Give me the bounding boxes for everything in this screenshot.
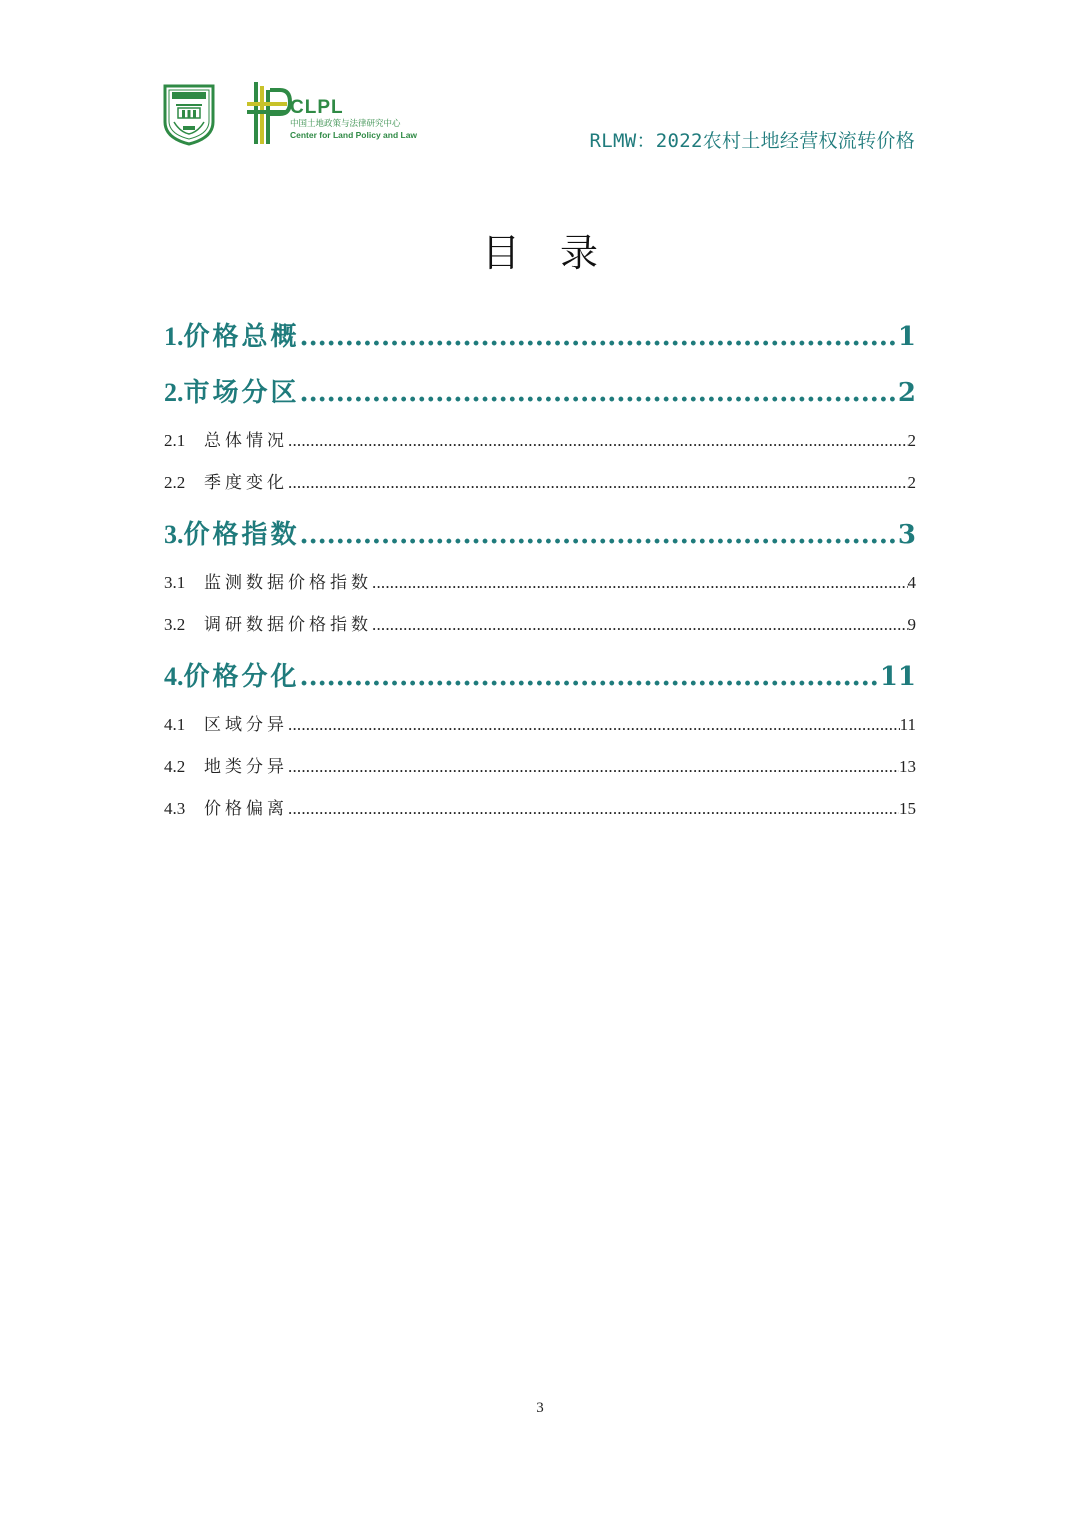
toc-leader <box>300 520 898 550</box>
toc-entry-3[interactable]: 3.价格指数 ..... 3 <box>164 514 916 551</box>
toc-leader <box>288 473 908 493</box>
toc-leader <box>288 715 900 735</box>
toc-page-number: 3 <box>897 520 916 550</box>
toc-entry-1[interactable]: 1.价格总概 ..... 1 <box>164 316 916 353</box>
toc-entry-4-1[interactable]: 4.1 区域分异 ..... 11 <box>164 710 916 735</box>
toc-leader <box>288 799 899 819</box>
clpl-abbreviation: CLPL <box>290 97 344 118</box>
toc-page-number: 2 <box>907 473 916 492</box>
china-agricultural-university-seal-icon <box>162 82 216 146</box>
toc-page-number: 2 <box>907 431 916 450</box>
toc-leader <box>288 431 908 451</box>
toc-page-number: 11 <box>899 715 916 734</box>
footer-page-number: 3 <box>536 1400 544 1416</box>
toc-page-number: 9 <box>907 615 916 634</box>
toc-page-number: 2 <box>897 378 916 408</box>
toc-leader <box>372 573 908 593</box>
clpl-english-name: Center for Land Policy and Law <box>290 130 418 140</box>
toc-entry-2-1[interactable]: 2.1 总体情况 ..... 2 <box>164 426 916 451</box>
toc-leader <box>372 615 908 635</box>
toc-entry-2[interactable]: 2.市场分区 ..... 2 <box>164 372 916 409</box>
toc-leader <box>300 322 898 352</box>
toc-entry-3-1[interactable]: 3.1 监测数据价格指数 ..... 4 <box>164 568 916 593</box>
page-header <box>0 0 1080 160</box>
toc-entry-4-3[interactable]: 4.3 价格偏离 ..... 15 <box>164 794 916 819</box>
clpl-logo-text <box>290 98 417 140</box>
toc-entry-2-2[interactable]: 2.2 季度变化 ..... 2 <box>164 468 916 493</box>
toc-page-number: 11 <box>879 662 916 692</box>
toc-page-number: 15 <box>899 799 916 818</box>
clpl-chinese-name: 中国土地政策与法律研究中心 <box>290 119 401 129</box>
toc-page-number: 13 <box>899 757 916 776</box>
toc-title: 目录 <box>481 231 638 275</box>
toc-leader <box>288 757 899 777</box>
toc-leader <box>300 662 880 692</box>
toc-entry-3-2[interactable]: 3.2 调研数据价格指数 ..... 9 <box>164 610 916 635</box>
toc-entry-4-2[interactable]: 4.2 地类分异 ..... 13 <box>164 752 916 777</box>
toc-entry-4[interactable]: 4.价格分化 ..... 11 <box>164 656 916 693</box>
toc-leader <box>300 378 898 408</box>
header-title: RLMW：2022农村土地经营权流转价格 <box>589 130 915 152</box>
toc-page-number: 4 <box>907 573 916 592</box>
toc-page-number: 1 <box>897 322 916 352</box>
